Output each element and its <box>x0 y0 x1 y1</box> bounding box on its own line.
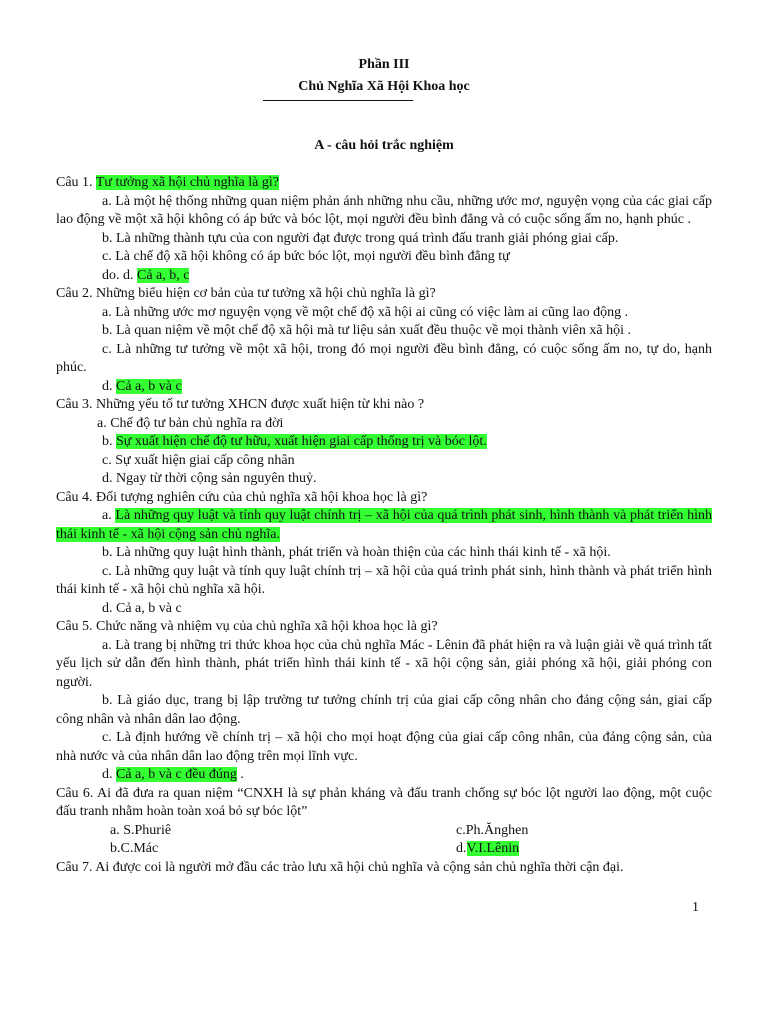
q6-option-b: b.C.Mác <box>110 841 159 856</box>
question-5: Câu 5. Chức năng và nhiệm vụ của chủ nghĩa xã hội khoa học là gì? <box>56 619 438 634</box>
q4-option-a: a. Là những quy luật và tính quy luật chính trị – xã hội của quá trình phát sinh, hình thành và phát triển hình thái kinh tế - xã hội cộng sản chủ nghĩa. <box>56 508 712 542</box>
section-title: A - câu hỏi trắc nghiệm <box>314 138 454 153</box>
q3-option-d: d. Ngay từ thời cộng sản nguyên thuỷ. <box>102 471 317 486</box>
q5-option-a: a. Là trang bị những tri thức khoa học của chủ nghĩa Mác - Lênin đã phát hiện ra và luận giải về quá trình tất yếu lịch sử dẫn đến hình thành, phát triển hình thái kinh tế - xã hội cộng sản, giải phóng xã hội, giải phóng con người. <box>56 637 712 690</box>
q1-option-b: b. Là những thành tựu của con người đạt được trong quá trình đấu tranh giải phóng giai cấp. <box>102 230 619 246</box>
q5-option-d: d. Cả a, b và c đều đúng . <box>102 767 244 782</box>
question-2: Câu 2. Những biểu hiện cơ bản của tư tưởng xã hội chủ nghĩa là gì? <box>56 286 436 301</box>
question-1: Câu 1. Tư tưởng xã hội chủ nghĩa là gì? <box>56 175 279 190</box>
question-list <box>56 174 712 877</box>
highlight: Sự xuất hiện chế độ tư hữu, xuất hiện giai cấp thống trị và bóc lột. <box>116 434 487 449</box>
question-7: Câu 7. Ai được coi là người mở đầu các trào lưu xã hội chủ nghĩa và cộng sản chủ nghĩa thời cận đại. <box>56 859 624 875</box>
q5-option-b: b. Là giáo dục, trang bị lập trường tư tưởng chính trị của giai cấp công nhân cho đảng cộng sản, giai cấp công nhân và nhân dân lao động. <box>56 693 712 727</box>
page-number: 1 <box>692 900 699 915</box>
q6-option-c: c.Ph.Ănghen <box>456 822 529 838</box>
q2-option-a: a. Là những ước mơ nguyện vọng về một chế độ xã hội ai cũng có việc làm ai cũng lao động . <box>102 304 629 320</box>
q3-option-a: a. Chế độ tư bản chủ nghĩa ra đời <box>97 415 284 431</box>
q5-option-c: c. Là định hướng về chính trị – xã hội cho mọi hoạt động của giai cấp công nhân, của đảng cộng sản, của nhà nước và của nhân dân lao động trên mọi lĩnh vực. <box>56 730 712 764</box>
title-underline <box>263 100 413 101</box>
highlight: Cả a, b và c <box>116 378 182 394</box>
question-6: Câu 6. Ai đã đưa ra quan niệm “CNXH là sự phản kháng và đấu tranh chống sự bóc lột người lao động, một cuộc đấu tranh nhằm hoàn toàn xoá bỏ sự bóc lột” <box>56 785 712 819</box>
q1-option-a: a. Là một hệ thống những quan niệm phản ánh những nhu cầu, những ước mơ, nguyện vọng của các giai cấp lao động về một xã hội không có áp bức và bóc lột, mọi người đều bình đẳng và có cuộc sống ấm no, hạnh phúc . <box>56 193 712 227</box>
q4-option-c: c. Là những quy luật và tính quy luật chính trị – xã hội của quá trình phát sinh, hình thành và phát triển hình thái kinh tế - xã hội chủ nghĩa xã hội. <box>56 563 712 597</box>
q6-option-a: a. S.Phuriê <box>110 822 172 838</box>
q2-option-d: d. Cả a, b và c <box>102 378 182 394</box>
q1-option-d: do. d. Cả a, b, c <box>102 267 190 283</box>
q4-option-b: b. Là những quy luật hình thành, phát triển và hoàn thiện của các hình thái kinh tế - xã hội. <box>102 545 611 560</box>
q2-option-c: c. Là những tư tưởng về một xã hội, trong đó mọi người đều bình đẳng, có cuộc sống ấm no, tự do, hạnh phúc. <box>56 341 712 375</box>
q3-option-b: b. Sự xuất hiện chế độ tư hữu, xuất hiện giai cấp thống trị và bóc lột. <box>102 434 487 449</box>
part-title: Phần III <box>358 57 410 72</box>
question-3: Câu 3. Những yếu tố tư tưởng XHCN được xuất hiện từ khi nào ? <box>56 397 425 412</box>
q6-options-row-1 <box>56 822 712 841</box>
highlight: V.I.Lênin <box>466 841 520 856</box>
highlight: Là những quy luật và tính quy luật chính trị – xã hội của quá trình phát sinh, hình thành và phát triển hình thái kinh tế - xã hội cộng sản chủ nghĩa. <box>56 508 712 542</box>
q1-option-c: c. Là chế độ xã hội không có áp bức bóc lột, mọi người đều bình đẳng tự <box>102 249 510 264</box>
highlight: Tư tưởng xã hội chủ nghĩa là gì? <box>95 175 279 190</box>
question-4: Câu 4. Đối tượng nghiên cứu của chủ nghĩa xã hội khoa học là gì? <box>56 489 428 505</box>
highlight: Cả a, b và c đều đúng <box>116 767 237 782</box>
subject-title: Chủ Nghĩa Xã Hội Khoa học <box>298 79 470 94</box>
q2-option-b: b. Là quan niệm về một chế độ xã hội mà tư liệu sản xuất đều thuộc về mọi thành viên xã hội . <box>102 323 631 338</box>
q4-option-d: d. Cả a, b và c <box>102 600 182 616</box>
q6-options-row-2 <box>56 840 712 859</box>
highlight: Cả a, b, c <box>137 267 190 283</box>
q6-option-d: d.V.I.Lênin <box>456 841 520 856</box>
q3-option-c: c. Sự xuất hiện giai cấp công nhân <box>102 452 295 468</box>
